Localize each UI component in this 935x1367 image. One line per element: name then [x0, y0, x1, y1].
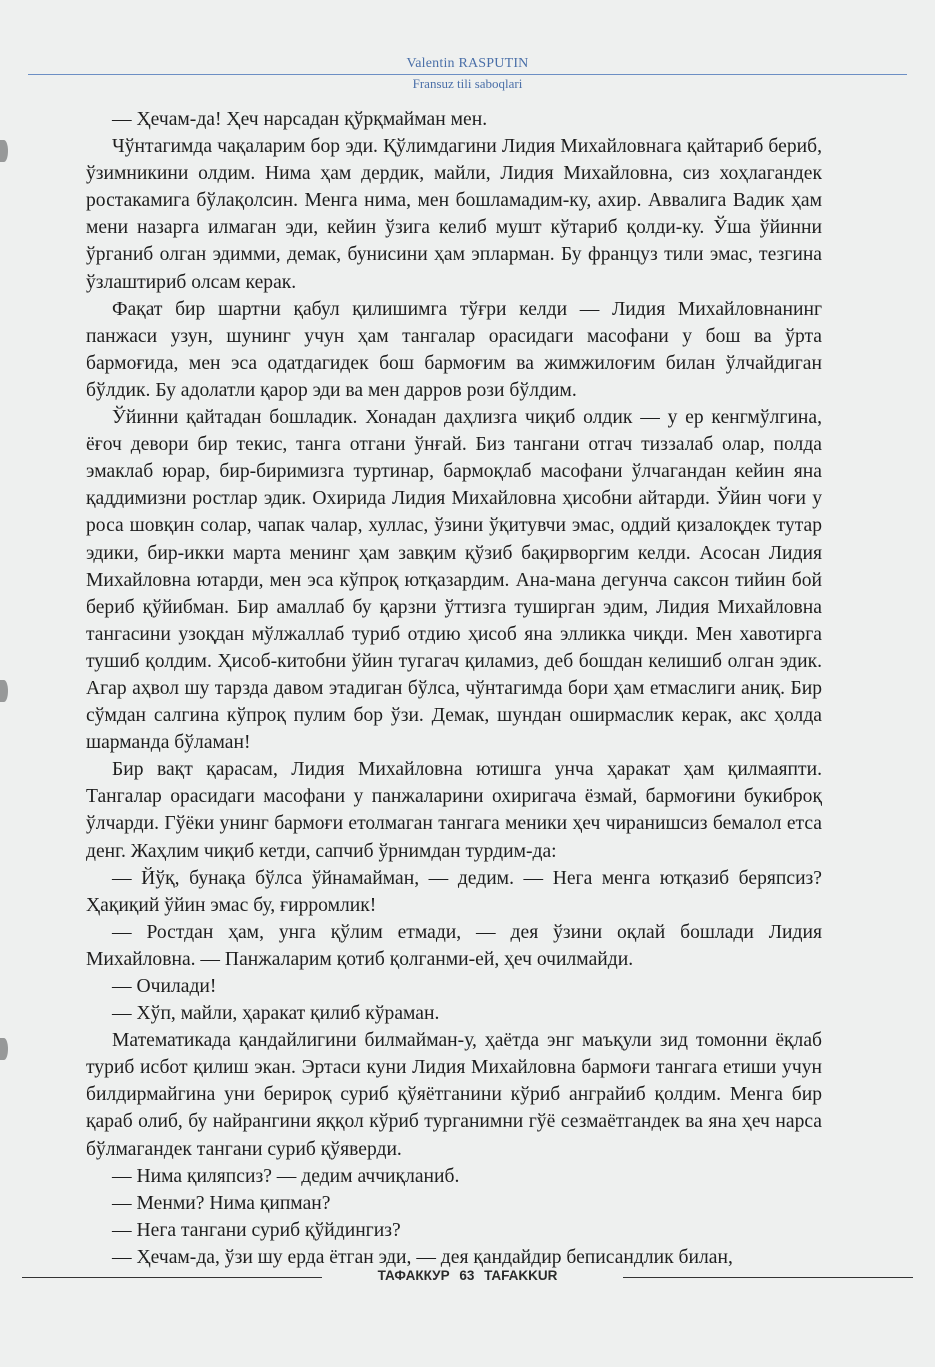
paragraph: — Нега тангани суриб қўйдингиз?: [112, 1219, 401, 1241]
footer-left-word: ТАФАККУР: [377, 1268, 450, 1283]
running-header: [28, 56, 907, 92]
paragraph: — Очилади!: [112, 976, 217, 997]
body-text: [86, 106, 822, 1271]
punch-hole-mark: [0, 1038, 8, 1060]
paragraph: Математикада қандайлигини билмайман-у, ҳаётда энг маъқули зид томонни ёқлаб туриб исбот қилиш экан. Эртаси куни Лидия Михайловна бармоғи тангага етиши учун билдирмайгина уни берироқ суриб қўяётганини кўриб анграйиб қолдим. Менга бир қараб олиб, бу найрангини яққол кўриб турганимни гўё сезмаётгандек ва яна ҳеч нарса бўлмагандек тангани суриб қўяверди.: [86, 1030, 822, 1160]
paragraph: Фақат бир шартни қабул қилишимга тўғри келди — Лидия Михайловнанинг панжаси узун, шунинг учун ҳам тангалар орасидаги масофани у бош ва ўрта бармоғида, мен эса одатдагидек бош бармоғим ва жимжилоғим билан ўлчайдиган бўлдик. Бу адолатли қарор эди ва мен дарров рози бўлдим.: [86, 298, 822, 401]
paragraph: — Ҳечам-да, ўзи шу ерда ётган эди, — дея қандайдир беписандлик билан,: [112, 1246, 733, 1268]
paragraph: — Менми? Нима қипман?: [112, 1192, 331, 1214]
paragraph: — Ҳечам-да! Ҳеч нарсадан қўрқмайман мен.: [112, 109, 488, 130]
punch-hole-mark: [0, 140, 8, 162]
paragraph: — Нима қиляпсиз? — дедим аччиқланиб.: [112, 1165, 460, 1187]
footer-right-word: TAFAKKUR: [484, 1268, 558, 1283]
paragraph: Чўнтагимда чақаларим бор эди. Қўлимдагини Лидия Михайловнага қайтариб бериб, ўзимникини олдим. Нима ҳам дердик, майли, Лидия Михайловна, сиз хоҳлагандек ростакамига бўлақолсин. Менга нима, мен бошламадим-ку, ахир. Аввалига Вадик ҳам мени назарга илмаган эди, кейин ўзига келиб мушт кўтариб қолди-ку. Ўша ўйинни ўрганиб олган эдимми, демак, бунисини ҳам эпларман. Бу француз тили эмас, тезгина ўзлаштириб олсам керак.: [86, 136, 822, 293]
paragraph: — Хўп, майли, ҳаракат қилиб кўраман.: [112, 1003, 440, 1025]
punch-hole-mark: [0, 680, 8, 702]
page-number: 63: [459, 1268, 475, 1283]
paragraph: Ўйинни қайтадан бошладик. Хонадан даҳлизга чиқиб олдик — у ер кенгмўлгина, ёғоч девори бир текис, танга отгани ўнғай. Биз тангани отгач тиззалаб олар, полда эмаклаб юрар, бир-биримизга туртинар, бармоқлаб масофани ўлчагандан кейин яна қаддимизни ростлар эдик. Охирида Лидия Михайловна ҳисобни айтарди. Ўйин чоғи у роса шовқин солар, чапак чалар, хуллас, ўзини ўқитувчи эмас, оддий қизалоқдек тутар эдики, бир-икки марта менинг ҳам завқим қўзиб бақирворгим келди. Асосан Лидия Михайловна ютарди, мен эса кўпроқ ютқазардим. Ана-мана дегунча саксон тийин бой бериб қўйибман. Бир амаллаб бу қарзни ўттизга туширган эдим, Лидия Михайловна тангасини узоқдан мўлжаллаб туриб отдию ҳисоб яна элликка чиқди. Мен хавотирга тушиб қолдим. Ҳисоб-китобни ўйин тугагач қиламиз, деб бошдан келишиб олган эдик. Агар аҳвол шу тарзда давом этадиган бўлса, чўнтагимда бори ҳам етмаслиги аниқ. Бир сўмдан салгина кўпроқ пулим бор ўзи. Демак, шундан оширмаслик керак, акс ҳолда шарманда бўламан!: [86, 407, 822, 754]
footer-label: [22, 1268, 913, 1283]
page-footer: [22, 1268, 913, 1288]
header-author: Valentin RASPUTIN: [406, 56, 529, 71]
paragraph: Бир вақт қарасам, Лидия Михайловна ютишга унча ҳаракат ҳам қилмаяпти. Тангалар орасидаги масофани у панжаларини охиригача ёзмай, бармоғини букиброқ ўлчарди. Гўёки унинг бармоғи етолмаган тангага меники ҳеч чиранишсиз бемалол етса денг. Жаҳлим чиқиб кетди, сапчиб ўрнимдан турдим-да:: [86, 759, 822, 862]
header-subtitle: Fransuz tili saboqlari: [412, 76, 523, 91]
paragraph: — Йўқ, бунақа бўлса ўйнамайман, — дедим. — Нега менга ютқазиб беряпсиз? Ҳақиқий ўйин эмас бу, ғирромлик!: [86, 867, 822, 916]
header-rule: [28, 74, 907, 75]
paragraph: — Ростдан ҳам, унга қўлим етмади, — дея ўзини оқлай бошлади Лидия Михайловна. — Панжаларим қотиб қолганми-ей, ҳеч очилмайди.: [86, 921, 822, 970]
footer-rule-right: [623, 1277, 913, 1278]
